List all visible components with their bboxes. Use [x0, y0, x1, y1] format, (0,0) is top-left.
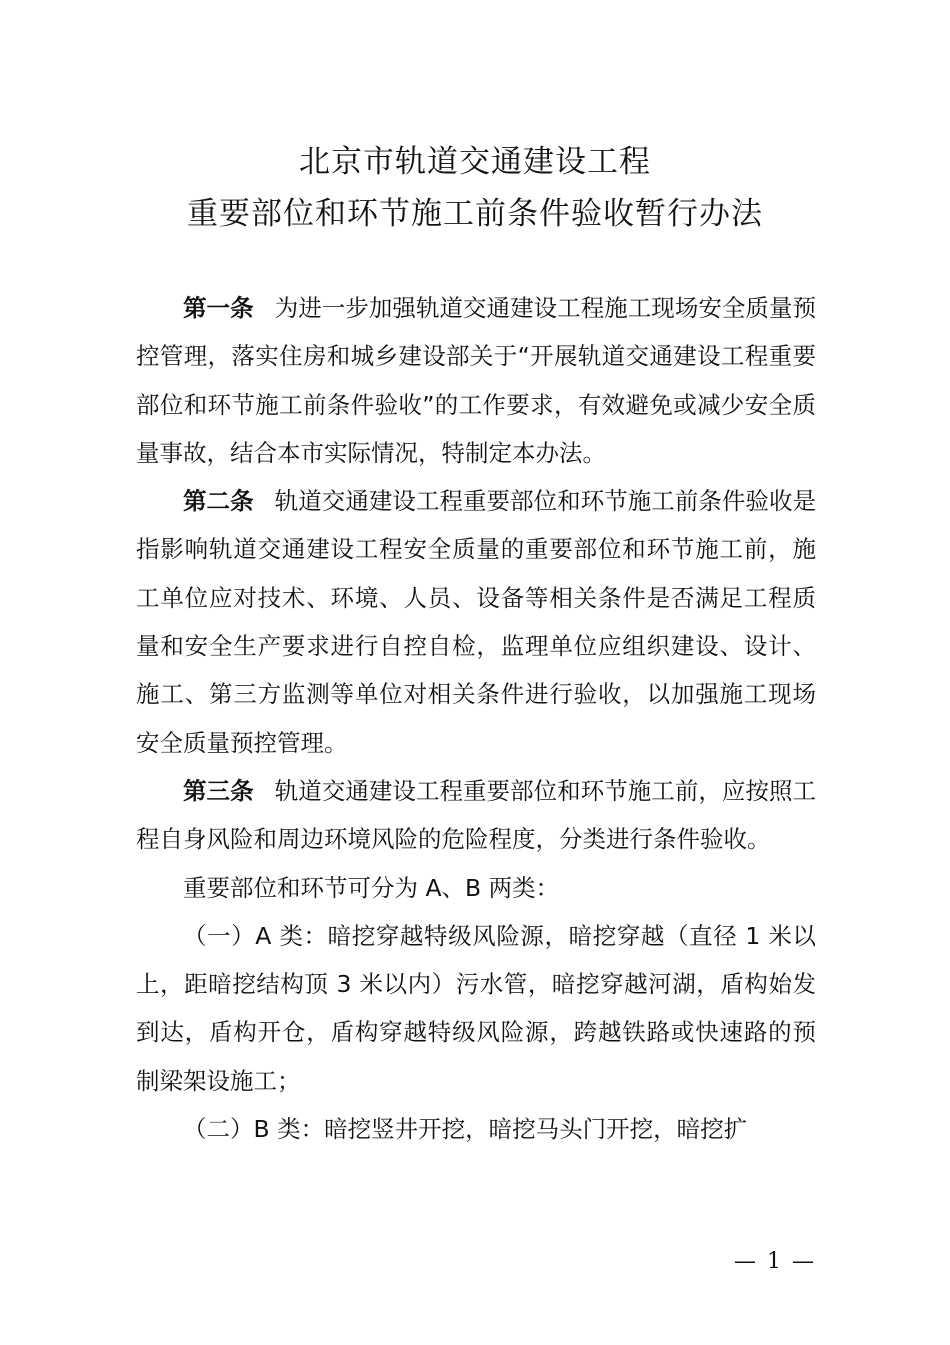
- article-1-heading: 第一条: [183, 294, 254, 322]
- article-1-text: 为进一步加强轨道交通建设工程施工现场安全质量预控管理，落实住房和城乡建设部关于“开展轨道交通建设工程重要部位和环节施工前条件验收”的工作要求，有效避免或减少安全质量事故，结合本市实际情况，特制定本办法。: [136, 294, 817, 467]
- article-3-heading: 第三条: [183, 776, 254, 805]
- article-3-paragraph: [136, 767, 816, 864]
- article-2-heading: 第二条: [183, 487, 254, 516]
- category-intro-paragraph: [136, 864, 816, 912]
- category-a-text: （一）A 类：暗挖穿越特级风险源，暗挖穿越（直径 1 米以上，距暗挖结构顶 3 米以内）污水管，暗挖穿越河湖，盾构始发到达，盾构开仓，盾构穿越特级风险源，跨越铁路或快速路的预制梁架设施工；: [136, 921, 816, 1095]
- article-3-text: 轨道交通建设工程重要部位和环节施工前，应按照工程自身风险和周边环境风险的危险程度，分类进行条件验收。: [136, 776, 817, 854]
- article-1-paragraph: [136, 284, 816, 477]
- document-body: [136, 284, 816, 1153]
- title-line-1: 北京市轨道交通建设工程: [299, 144, 651, 180]
- document-title: [0, 136, 950, 240]
- article-2-text: 轨道交通建设工程重要部位和环节施工前条件验收是指影响轨道交通建设工程安全质量的重要部位和环节施工前，施工单位应对技术、环境、人员、设备等相关条件是否满足工程质量和安全生产要求进行自控自检，监理单位应组织建设、设计、施工、第三方监测等单位对相关条件进行验收，以加强施工现场安全质量预控管理。: [136, 487, 817, 757]
- title-line-2: 重要部位和环节施工前条件验收暂行办法: [187, 196, 763, 232]
- category-b-text: （二）B 类：暗挖竖井开挖，暗挖马头门开挖，暗挖扩: [183, 1115, 748, 1144]
- article-2-paragraph: [136, 477, 816, 767]
- category-intro-text: 重要部位和环节可分为 A、B 两类：: [183, 873, 560, 902]
- category-a-paragraph: [136, 912, 816, 1105]
- category-b-paragraph: [136, 1105, 816, 1153]
- page-number: — 1 —: [734, 1249, 816, 1274]
